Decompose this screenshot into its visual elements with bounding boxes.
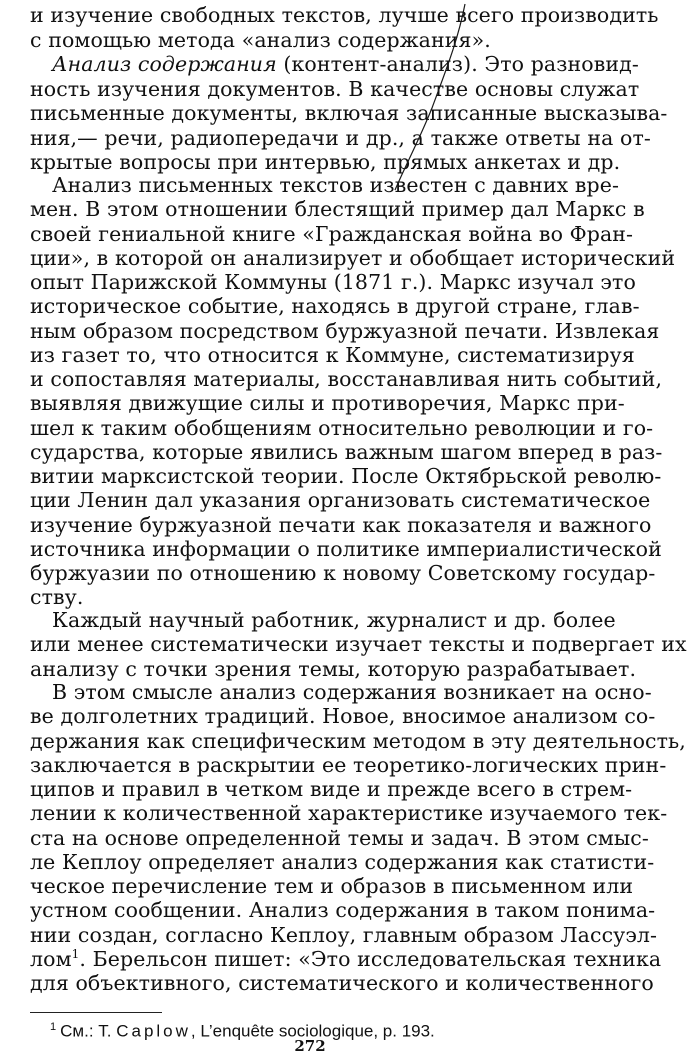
text-line: своей гениальной книге «Гражданская война во Фран- (30, 222, 634, 246)
text-fragment: . Берельсон пишет: «Это исследовательская техника (79, 947, 662, 971)
text-line: и сопоставляя материалы, восстанавливая нить событий, (30, 367, 663, 391)
text-line: ции», в которой он анализирует и обобщает исторический (30, 246, 676, 270)
footnote-reference: 1 (71, 947, 80, 962)
text-line: анализу с точки зрения темы, которую разрабатывает. (30, 657, 637, 681)
text-line: выявляя движущие силы и противоречия, Маркс при- (30, 391, 625, 415)
text-line: крытые вопросы при интервью, прямых анкетах и др. (30, 150, 621, 174)
text-line: из газет то, что относится к Коммуне, систематизируя (30, 343, 635, 367)
text-line: ческое перечисление тем и образов в письменном или (30, 874, 634, 898)
text-line: опыт Парижской Коммуны (1871 г.). Маркс изучал это (30, 270, 636, 294)
text-line: изучение буржуазной печати как показателя и важного (30, 513, 652, 537)
text-line: заключается в раскрытии ее теоретико-логических прин- (30, 753, 667, 777)
text-line: историческое событие, находясь в другой стране, глав- (30, 294, 640, 318)
text-line: ве долголетних традиций. Новое, вносимое анализом со- (30, 704, 656, 728)
pen-stroke-line (395, 4, 465, 190)
text-line: письменные документы, включая записанные высказыва- (30, 101, 668, 125)
text-line: устном сообщении. Анализ содержания в таком понима- (30, 898, 656, 922)
text-line: ции Ленин дал указания организовать систематическое (30, 488, 651, 512)
text-line: Каждый научный работник, журналист и др. более (52, 608, 616, 632)
text-line: буржуазии по отношению к новому Советскому государ- (30, 561, 656, 585)
text-line: или менее систематически изучает тексты и подвергает их (30, 632, 687, 656)
text-line: для объективного, систематического и количественного (30, 971, 654, 995)
text-line: сударства, которые явились важным шагом вперед в раз- (30, 440, 663, 464)
text-line: ность изучения документов. В качестве основы служат (30, 77, 640, 101)
text-line: ле Кеплоу определяет анализ содержания как статисти- (30, 850, 655, 874)
text-line: с помощью метода «анализ содержания». (30, 28, 491, 52)
text-line: мен. В этом отношении блестящий пример дал Маркс в (30, 197, 645, 221)
footnote-prefix: См.: Т. (60, 1021, 112, 1041)
text-line: нии создан, согласно Кеплоу, главным образом Лассуэл- (30, 923, 658, 947)
text-line: Анализ письменных текстов известен с давних вре- (52, 173, 620, 197)
footnote-citation: , L’enquête sociologique, p. 193. (190, 1021, 435, 1041)
term-italic: Анализ содержания (52, 52, 277, 76)
text-line: держания как специфическим методом в эту деятельность, (30, 729, 686, 753)
text-line: источника информации о политике империалистической (30, 537, 662, 561)
text-line: ста на основе определенной темы и задач. В этом смыс- (30, 826, 649, 850)
text-fragment: лом (30, 947, 72, 971)
text-fragment: (контент-анализ). Это разновид- (276, 52, 639, 76)
text-line: ципов и правил в четком виде и прежде всего в стрем- (30, 777, 633, 801)
text-line: и изучение свободных текстов, лучше всего производить (30, 3, 659, 27)
footnote-author: Caplow (116, 1021, 191, 1041)
text-line: ству. (30, 585, 84, 609)
footnote-number: 1 (50, 1021, 57, 1033)
text-line: лении к количественной характеристике изучаемого тек- (30, 801, 668, 825)
text-line: шел к таким обобщениям относительно революции и го- (30, 416, 654, 440)
text-line: В этом смысле анализ содержания возникает на осно- (52, 680, 652, 704)
text-line: витии марксистской теории. После Октябрьской револю- (30, 464, 662, 488)
page-number: 272 (294, 1037, 326, 1055)
text-line: ния,— речи, радиопередачи и др., а также ответы на от- (30, 126, 651, 150)
text-line: ным образом посредством буржуазной печати. Извлекая (30, 319, 660, 343)
